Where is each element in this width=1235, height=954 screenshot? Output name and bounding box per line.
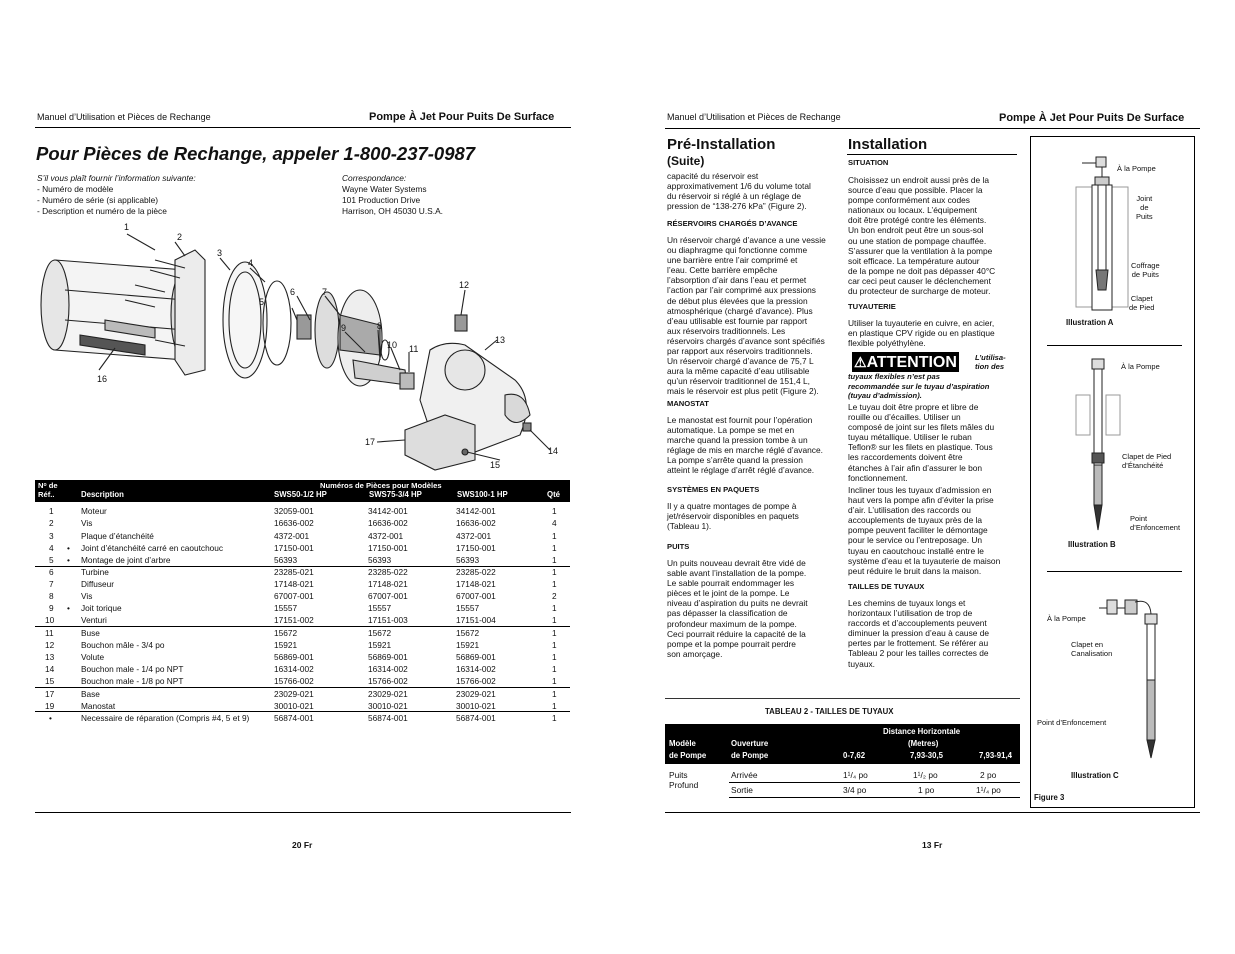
table2-cell: 3/4 po xyxy=(843,785,867,795)
section-heading: PUITS xyxy=(667,542,690,551)
cell-m1: 67007-001 xyxy=(274,591,314,601)
cell-ref: 2 xyxy=(49,518,54,528)
cell-desc: Venturi xyxy=(81,615,107,625)
correspondence-line: Harrison, OH 45030 U.S.A. xyxy=(342,206,444,216)
paragraph: Les chemins de tuyaux longs et horizontaux l’utilisation de trop de raccords et d’accouplements peuvent diminuer la pression d’eau à cause de pertes par le frottement. Se référer au Tableau 2 pour les tailles correctes de tuyaux. xyxy=(848,598,990,669)
cell-desc: Joint d’étanchéité carré en caoutchouc xyxy=(81,543,224,553)
right-footer-rule xyxy=(665,812,1200,813)
attention-banner xyxy=(852,352,959,372)
illustration-a-caption: Illustration A xyxy=(1066,318,1114,327)
cell-m1: 56869-001 xyxy=(274,652,314,662)
table2-model: Puits xyxy=(669,770,688,780)
cell-m3: 15672 xyxy=(456,628,480,638)
cell-qty: 1 xyxy=(552,713,557,723)
ill-c-label-pompe: À la Pompe xyxy=(1047,614,1086,623)
table-row xyxy=(35,590,570,602)
table-row xyxy=(35,554,570,566)
diagram-label: 16 xyxy=(97,374,108,384)
table2-model: Profund xyxy=(669,780,699,790)
section-heading: TAILLES DE TUYAUX xyxy=(848,582,925,591)
ill-b-label-point: Point d’Enfoncement xyxy=(1130,514,1181,532)
section-heading: TUYAUTERIE xyxy=(848,302,896,311)
cell-m1: 4372-001 xyxy=(274,531,310,541)
cell-m2: 67007-001 xyxy=(368,591,408,601)
paragraph: Incliner tous les tuyaux d’admission en haut vers la pompe afin d’éviter la prise d’air. L’utilisation des raccords ou accouplements de tuyaux près de la pompe peuvent faciliter le démontage pour le service ou l’entreposage. Un tuyau en caoutchouc installé entre le système d’eau et la tuyauterie de maison peut réduire le bruit dans la maison. xyxy=(848,485,1001,576)
cell-ref: 17 xyxy=(45,689,55,699)
table2-cell: 1¹/₄ po xyxy=(843,770,868,780)
paragraph: Utiliser la tuyauterie en cuivre, en acier, en plastique CPV rigide ou en plastique flexible polyéthylène. xyxy=(848,318,995,349)
cell-m1: 17148-021 xyxy=(274,579,314,589)
cell-m2: 17150-001 xyxy=(368,543,408,553)
table2-cell: Arrivée xyxy=(731,770,758,780)
paragraph: Un puits nouveau devrait être vidé de sable avant l’installation de la pompe. Le sable pourrait endommager les pièces et le joint de la pompe. Le niveau d’aspiration du puits ne devrait pas dépasser la classification de profondeur maximum de la pompe. Ceci pourrait réduire la capacité de la pompe et la pompe pourrait perdre son amorçage. xyxy=(667,558,808,659)
table2-head-model: de Pompe xyxy=(669,751,707,760)
cell-desc: Volute xyxy=(81,652,105,662)
section-heading: SYSTÈMES EN PAQUETS xyxy=(667,485,760,494)
cell-m3: 16314-002 xyxy=(456,664,496,674)
diagram-label: 6 xyxy=(290,287,296,297)
section-heading: RÉSERVOIRS CHARGÉS D’AVANCE xyxy=(667,219,798,228)
cell-m1: 56874-001 xyxy=(274,713,314,723)
cell-m2: 30010-021 xyxy=(368,701,408,711)
cell-m3: 23029-021 xyxy=(456,689,496,699)
diagram-label: 13 xyxy=(495,335,506,345)
installation-title: Installation xyxy=(848,136,928,153)
cell-m2: 56869-001 xyxy=(368,652,408,662)
preinstall-title: Pré-Installation xyxy=(667,136,776,153)
illustration-c-caption: Illustration C xyxy=(1071,771,1119,780)
cell-ref: 9 xyxy=(49,603,54,613)
left-page-title: Pour Pièces de Rechange, appeler 1-800-237-0987 xyxy=(36,143,476,164)
cell-m3: 56393 xyxy=(456,555,480,565)
table2-head-model: Modèle xyxy=(669,739,696,748)
ill-c-label-clapet: Clapet en Canalisation xyxy=(1071,640,1113,658)
cell-bullet: • xyxy=(67,555,70,565)
correspondence-line: Wayne Water Systems xyxy=(342,184,427,194)
right-header-rule xyxy=(665,128,1200,129)
left-footer-rule xyxy=(35,812,571,813)
cell-qty: 1 xyxy=(552,628,557,638)
cell-m3: 30010-021 xyxy=(456,701,496,711)
cell-m2: 56874-001 xyxy=(368,713,408,723)
parts-col-ref-line: Nᵒ de xyxy=(38,481,58,490)
cell-ref: 13 xyxy=(45,652,55,662)
cell-m2: 16314-002 xyxy=(368,664,408,674)
cell-m3: 17148-021 xyxy=(456,579,496,589)
table2-top-rule xyxy=(665,698,1020,699)
cell-qty: 1 xyxy=(552,567,557,577)
cell-desc: Turbine xyxy=(81,567,109,577)
table-row xyxy=(35,651,570,663)
cell-m3: 17151-004 xyxy=(456,615,496,625)
cell-m3: 15766-002 xyxy=(456,676,496,686)
right-page-number: 13 Fr xyxy=(922,840,943,850)
table-row xyxy=(35,566,570,578)
right-header-manual: Manuel d’Utilisation et Pièces de Rechange xyxy=(667,112,841,122)
diagram-label: 5 xyxy=(259,297,265,307)
cell-qty: 1 xyxy=(552,676,557,686)
info-item: - Description et numéro de la pièce xyxy=(37,206,167,216)
cell-m1: 15557 xyxy=(274,603,298,613)
table2-head-col: 7,93-91,4 xyxy=(979,751,1012,760)
cell-desc: Moteur xyxy=(81,506,107,516)
illustration-c-drawing xyxy=(1095,590,1165,760)
cell-qty: 1 xyxy=(552,701,557,711)
table2-cell: 1¹/₂ po xyxy=(913,770,938,780)
cell-ref: 11 xyxy=(45,628,54,638)
attention-text: tuyaux flexibles n’est pas recommandée sur le tuyau d’aspiration (tuyau d’admission). xyxy=(848,372,990,400)
cell-m3: 17150-001 xyxy=(456,543,496,553)
cell-ref: 15 xyxy=(45,676,55,686)
table2-cell: 1 po xyxy=(918,785,935,795)
diagram-label: 8 xyxy=(377,321,383,331)
cell-m2: 23285-022 xyxy=(368,567,408,577)
ill-a-label-clapet: Clapet de Pied xyxy=(1129,294,1155,312)
table2-cell: Sortie xyxy=(731,785,753,795)
installation-rule xyxy=(847,154,1017,155)
correspondence-line: 101 Production Drive xyxy=(342,195,421,205)
cell-qty: 1 xyxy=(552,543,557,553)
table2-cell: 2 po xyxy=(980,770,997,780)
cell-m1: 30010-021 xyxy=(274,701,314,711)
parts-col-qty: Qté xyxy=(547,490,560,499)
table2-head-open: de Pompe xyxy=(731,751,769,760)
table-row xyxy=(35,517,570,529)
left-header-title: Pompe À Jet Pour Puits De Surface xyxy=(369,111,555,123)
cell-desc: Plaque d’étanchéité xyxy=(81,531,154,541)
cell-ref: 6 xyxy=(49,567,54,577)
table-row xyxy=(35,530,570,542)
table2-head-dist: Distance Horizontale xyxy=(883,727,961,736)
figure-divider xyxy=(1047,571,1182,572)
cell-desc: Bouchon mâle - 3/4 po xyxy=(81,640,165,650)
cell-desc: Necessaire de réparation (Compris #4, 5 et 9) xyxy=(81,713,250,723)
parts-col-group: Numéros de Pièces pour Modèles xyxy=(320,481,442,490)
cell-m2: 15557 xyxy=(368,603,392,613)
cell-m2: 34142-001 xyxy=(368,506,408,516)
parts-col-model-2: SWS75-3/4 HP xyxy=(369,490,422,499)
ill-c-label-point: Point d’Enfoncement xyxy=(1037,718,1107,727)
table2-head-col: 0-7,62 xyxy=(843,751,866,760)
diagram-label: 10 xyxy=(387,340,398,350)
table-row xyxy=(35,712,570,724)
cell-m1: 23285-021 xyxy=(274,567,314,577)
diagram-label: 14 xyxy=(548,446,559,456)
table-row xyxy=(35,663,570,675)
cell-m3: 15557 xyxy=(456,603,480,613)
cell-m2: 15921 xyxy=(368,640,392,650)
table2-row-rule xyxy=(729,797,1020,798)
info-intro: S’il vous plaît fournir l’information suivante: xyxy=(37,173,196,183)
diagram-label: 2 xyxy=(177,232,183,242)
cell-qty: 1 xyxy=(552,615,557,625)
correspondence-title: Correspondance: xyxy=(342,173,407,183)
table2-cell: 1¹/₄ po xyxy=(976,785,1001,795)
table-row xyxy=(35,639,570,651)
cell-ref: 4 xyxy=(49,543,54,553)
cell-qty: 1 xyxy=(552,664,557,674)
cell-m2: 16636-002 xyxy=(368,518,408,528)
section-heading: SITUATION xyxy=(848,158,889,167)
cell-ref: • xyxy=(49,713,52,723)
cell-ref: 14 xyxy=(45,664,55,674)
ill-b-label-pompe: À la Pompe xyxy=(1121,362,1160,371)
cell-m2: 56393 xyxy=(368,555,392,565)
ill-a-label-joint: Joint de Puits xyxy=(1136,194,1153,221)
cell-qty: 1 xyxy=(552,689,557,699)
left-header-rule xyxy=(35,127,571,128)
cell-m2: 15672 xyxy=(368,628,392,638)
table2-title: TABLEAU 2 - TAILLES DE TUYAUX xyxy=(765,707,894,716)
ill-a-label-coffrage: Coffrage de Puits xyxy=(1131,261,1160,279)
paragraph: capacité du réservoir est approximativement 1/6 du volume total du réservoir si réglé à un réglage de pression de “138-276 kPa” (Figure 2). xyxy=(667,171,811,212)
illustration-b-drawing xyxy=(1072,355,1132,535)
cell-m2: 17148-021 xyxy=(368,579,408,589)
cell-m1: 16636-002 xyxy=(274,518,314,528)
cell-m2: 23029-021 xyxy=(368,689,408,699)
cell-m1: 15921 xyxy=(274,640,298,650)
diagram-label: 12 xyxy=(459,280,470,290)
cell-ref: 19 xyxy=(45,701,55,711)
info-item: - Numéro de série (si applicable) xyxy=(37,195,159,205)
cell-m1: 23029-021 xyxy=(274,689,314,699)
cell-bullet: • xyxy=(67,603,70,613)
cell-desc: Montage de joint d’arbre xyxy=(81,555,171,565)
illustration-b-caption: Illustration B xyxy=(1068,540,1116,549)
section-heading: MANOSTAT xyxy=(667,399,709,408)
cell-bullet: • xyxy=(67,543,70,553)
cell-m3: 56869-001 xyxy=(456,652,496,662)
parts-col-ref-line: Réf.. xyxy=(38,490,55,499)
table-row xyxy=(35,627,570,639)
cell-ref: 12 xyxy=(45,640,55,650)
parts-col-desc: Description xyxy=(81,490,124,499)
cell-m1: 15672 xyxy=(274,628,298,638)
attention-side-text: L’utilisa- tion des xyxy=(975,353,1006,371)
paragraph: Le tuyau doit être propre et libre de rouille ou d’écailles. Utiliser un composé de joint sur les filets mâles du tuyau métallique. Utiliser le ruban Teflon® sur les filets en plastique. Tous les raccordements doivent être étanches à l’air afin d’assurer le bon fonctionnement. xyxy=(848,402,995,483)
cell-ref: 7 xyxy=(49,579,54,589)
table2-row-rule xyxy=(729,782,1020,783)
cell-m3: 56874-001 xyxy=(456,713,496,723)
table-row xyxy=(35,505,570,517)
cell-ref: 5 xyxy=(49,555,54,565)
paragraph: Le manostat est fournit pour l’opération automatique. La pompe se met en marche quand la pression tombe à un réglage de mis en marche réglé d’avance. La pompe s’arrête quand la pression atteint le réglage d’arrêt réglé d’avance. xyxy=(667,415,823,476)
cell-desc: Base xyxy=(81,689,100,699)
cell-ref: 3 xyxy=(49,531,54,541)
cell-m1: 15766-002 xyxy=(274,676,314,686)
diagram-label: 9 xyxy=(341,323,347,333)
table-row xyxy=(35,675,570,687)
diagram-label: 15 xyxy=(490,460,501,470)
cell-m2: 4372-001 xyxy=(368,531,404,541)
diagram-label: 1 xyxy=(124,222,130,232)
info-item: - Numéro de modèle xyxy=(37,184,114,194)
cell-m3: 16636-002 xyxy=(456,518,496,528)
pump-exploded-diagram xyxy=(35,220,570,475)
diagram-label: 3 xyxy=(217,248,223,258)
cell-qty: 1 xyxy=(552,603,557,613)
cell-m1: 16314-002 xyxy=(274,664,314,674)
preinstall-subtitle: (Suite) xyxy=(667,154,705,168)
cell-ref: 1 xyxy=(49,506,54,516)
cell-m1: 56393 xyxy=(274,555,298,565)
cell-ref: 8 xyxy=(49,591,54,601)
cell-desc: Joit torique xyxy=(81,603,122,613)
cell-qty: 1 xyxy=(552,579,557,589)
right-header-title: Pompe À Jet Pour Puits De Surface xyxy=(999,112,1185,124)
warning-triangle-icon: ⚠ xyxy=(854,354,867,370)
cell-qty: 1 xyxy=(552,555,557,565)
table2-head-col: 7,93-30,5 xyxy=(910,751,943,760)
diagram-label: 17 xyxy=(365,437,376,447)
cell-m1: 17150-001 xyxy=(274,543,314,553)
paragraph: Un réservoir chargé d’avance a une vessie ou diaphragme qui fonctionne comme une barrière entre l’air comprimé et l’eau. Cette barrière empêche l’absorption d’air dans l’eau et permet l’action par l’air comprimé aux pressions de début plus élevées que la pression atmosphérique (chargé d’avance). Plus d’eau utilisable est fournie par rapport aux réservoirs traditionnels. Les réservoirs chargés d’avance sont spécifiés par rapport aux réservoirs traditionnels. Un réservoir chargé d’avance de 75,7 L aura la même capacité d’eau utilisable qu’un réservoir traditionnel de 151,4 L, mais le réservoir est plus petit (Figure 2). xyxy=(667,235,826,397)
ill-a-label-pompe: À la Pompe xyxy=(1117,164,1156,173)
figure-3-caption: Figure 3 xyxy=(1034,793,1065,802)
cell-m2: 15766-002 xyxy=(368,676,408,686)
cell-m3: 4372-001 xyxy=(456,531,492,541)
attention-word: ATTENTION xyxy=(866,354,957,371)
left-header-manual: Manuel d’Utilisation et Pièces de Rechange xyxy=(37,112,211,122)
figure-divider xyxy=(1047,345,1182,346)
table-row xyxy=(35,602,570,614)
cell-desc: Vis xyxy=(81,518,93,528)
illustration-a-drawing xyxy=(1070,155,1150,315)
cell-desc: Bouchon male - 1/8 po NPT xyxy=(81,676,184,686)
cell-desc: Buse xyxy=(81,628,100,638)
paragraph: Choisissez un endroit aussi près de la source d’eau que possible. Placer la pompe conformément aux codes nationaux ou locaux. L’équipement doit être protégé contre les éléments. Un bon endroit peut être un sous-sol ou une station de pompage chauffée. S’assurer que la ventilation à la pompe soit efficace. La température autour de la pompe ne doit pas dépasser 40°C car ceci peut causer le déclenchement du protecteur de surcharge de moteur. xyxy=(848,175,996,297)
left-page-number: 20 Fr xyxy=(292,840,313,850)
diagram-label: 7 xyxy=(322,287,328,297)
parts-col-ref xyxy=(38,481,58,499)
cell-qty: 4 xyxy=(552,518,557,528)
cell-qty: 1 xyxy=(552,640,557,650)
cell-ref: 10 xyxy=(45,615,55,625)
cell-qty: 1 xyxy=(552,531,557,541)
cell-desc: Diffuseur xyxy=(81,579,115,589)
table-row xyxy=(35,578,570,590)
table-row xyxy=(35,614,570,626)
cell-desc: Bouchon male - 1/4 po NPT xyxy=(81,664,184,674)
table-row xyxy=(35,542,570,554)
cell-m1: 17151-002 xyxy=(274,615,314,625)
parts-col-model-3: SWS100-1 HP xyxy=(457,490,508,499)
cell-m1: 32059-001 xyxy=(274,506,314,516)
table-row xyxy=(35,688,570,700)
diagram-label: 11 xyxy=(409,344,419,354)
paragraph: Il y a quatre montages de pompe à jet/réservoir disponibles en paquets (Tableau 1). xyxy=(667,501,799,532)
cell-m3: 67007-001 xyxy=(456,591,496,601)
cell-desc: Manostat xyxy=(81,701,116,711)
cell-desc: Vis xyxy=(81,591,93,601)
table2-head-open: Ouverture xyxy=(731,739,769,748)
diagram-label: 4 xyxy=(248,258,254,268)
ill-b-label-clapet: Clapet de Pied d’Étanchéité xyxy=(1122,452,1172,470)
cell-qty: 2 xyxy=(552,591,557,601)
parts-col-model-1: SWS50-1/2 HP xyxy=(274,490,327,499)
table2-head-dist-unit: (Metres) xyxy=(908,739,939,748)
cell-qty: 1 xyxy=(552,652,557,662)
cell-m3: 23285-022 xyxy=(456,567,496,577)
cell-m2: 17151-003 xyxy=(368,615,408,625)
cell-m3: 15921 xyxy=(456,640,480,650)
cell-m3: 34142-001 xyxy=(456,506,496,516)
cell-qty: 1 xyxy=(552,506,557,516)
